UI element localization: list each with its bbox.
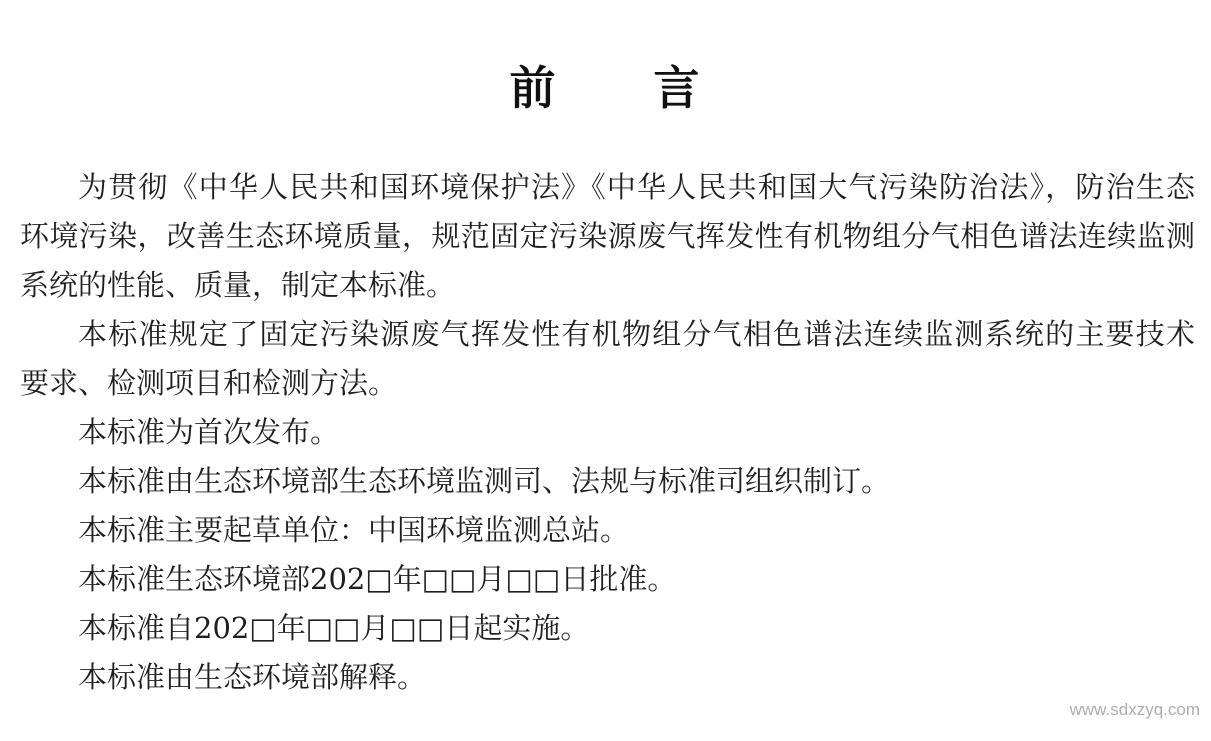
paragraph-line: 要求、检测项目和检测方法。 — [20, 366, 398, 400]
paragraph-line: 本标准生态环境部202□年□□月□□日批准。 — [78, 562, 677, 596]
paragraph-line: 本标准由生态环境部生态环境监测司、法规与标准司组织制订。 — [78, 464, 891, 498]
paragraph-line: 本标准由生态环境部解释。 — [78, 660, 427, 694]
preface-body — [20, 163, 1195, 702]
watermark: www.sdxzyq.com — [1069, 700, 1200, 719]
paragraph-line: 本标准规定了固定污染源废气挥发性有机物组分气相色谱法连续监测系统的主要技术 — [78, 317, 1195, 351]
paragraph-line: 本标准主要起草单位：中国环境监测总站。 — [78, 513, 630, 547]
paragraph-line: 为贯彻《中华人民共和国环境保护法》《中华人民共和国大气污染防治法》，防治生态 — [78, 170, 1195, 204]
paragraph-line: 环境污染，改善生态环境质量，规范固定污染源废气挥发性有机物组分气相色谱法连续监测 — [20, 219, 1195, 253]
paragraph-line: 本标准自202□年□□月□□日起实施。 — [78, 611, 590, 645]
paragraph-line: 本标准为首次发布。 — [78, 415, 340, 449]
page-title: 前 言 — [509, 62, 702, 114]
paragraph-line: 系统的性能、质量，制定本标准。 — [20, 268, 456, 302]
